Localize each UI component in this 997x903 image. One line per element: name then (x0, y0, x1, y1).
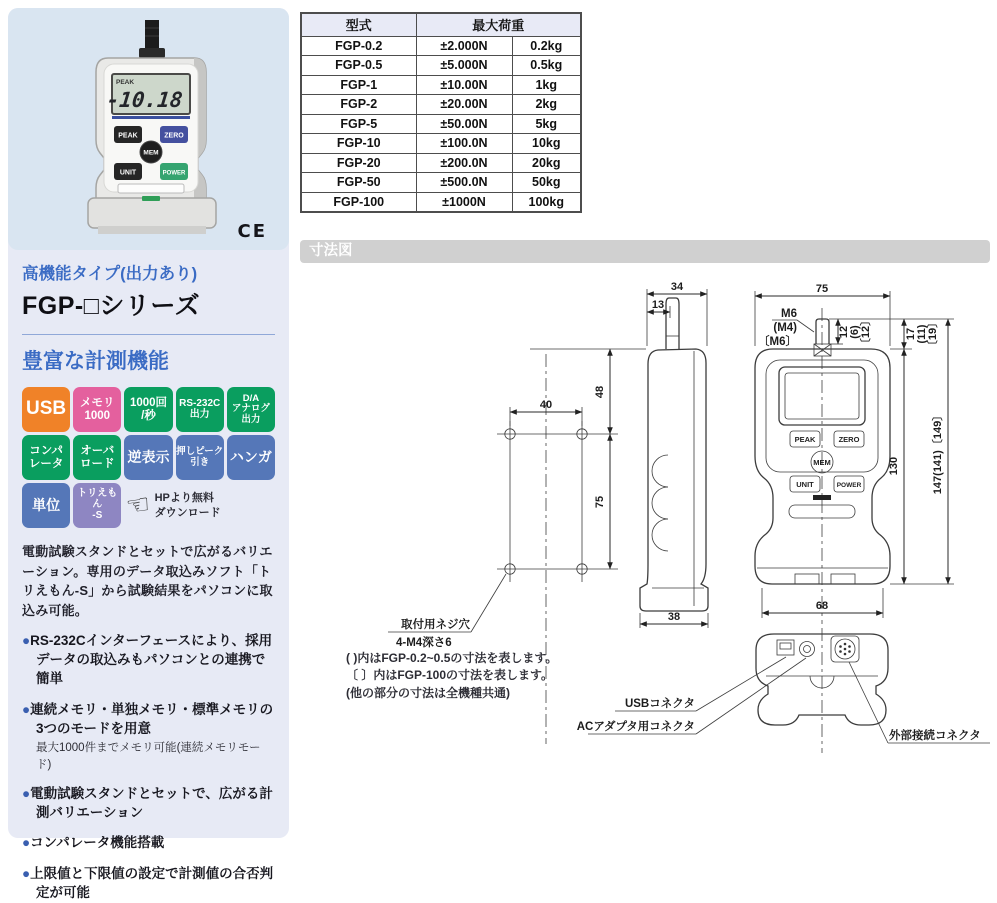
badge-label: ロード (80, 457, 115, 470)
cell-load-n: ±50.00N (416, 114, 512, 134)
drawing-peak-button: PEAK (794, 435, 816, 444)
cell-load-kg: 0.2kg (512, 36, 581, 56)
dim-17: 17 (905, 327, 917, 341)
series-name: FGP-□シリーズ (22, 292, 201, 320)
bullet-subtext: 最大1000件までメモリ可能(連続メモリモード) (36, 742, 261, 771)
cell-load-kg: 10kg (512, 134, 581, 154)
badge-label: /秒 (141, 409, 156, 422)
features-heading: 豊富な計測機能 (22, 350, 169, 373)
dim-6p: (6) (849, 325, 861, 339)
dim-147: 147(141)〔149〕 (932, 409, 944, 495)
note-line: (他の部分の寸法は全機種共通) (346, 685, 510, 700)
cell-model: FGP-20 (301, 153, 416, 173)
lcd-value: -10.18 (105, 87, 184, 112)
table-header-row (301, 13, 581, 36)
zero-button-label: ZERO (164, 132, 184, 140)
cell-load-n: ±1000N (416, 192, 512, 212)
table-row (301, 95, 581, 115)
thread-label-m4: (M4) (773, 322, 797, 334)
cell-model: FGP-50 (301, 173, 416, 193)
cell-load-n: ±200.0N (416, 153, 512, 173)
drawing-unit-button: UNIT (796, 480, 814, 489)
col-header-model: 型式 (301, 13, 416, 36)
dim-38: 38 (667, 611, 681, 623)
table-row (301, 114, 581, 134)
badge-label: オーバ (80, 445, 115, 458)
download-note-line2: ダウンロード (154, 506, 221, 519)
badge-unit (22, 483, 70, 528)
dimension-section-title: 寸法図 (300, 240, 990, 263)
table-row (301, 173, 581, 193)
pointing-hand-icon: ☜ (124, 488, 153, 522)
drawing-zero-button: ZERO (838, 435, 860, 444)
bullet-icon: ● (22, 785, 31, 801)
badge-label: 単位 (32, 496, 61, 513)
cell-load-n: ±100.0N (416, 134, 512, 154)
dim-12: 12 (838, 325, 850, 339)
product-panel (8, 8, 289, 901)
mem-button-label: MEM (143, 149, 159, 157)
dim-75v: 75 (594, 495, 606, 509)
power-button-label: POWER (162, 170, 186, 177)
force-gauge-photo (66, 20, 236, 238)
dim-40: 40 (539, 399, 553, 411)
badge-1000-per-sec (124, 387, 172, 432)
bullet-item (22, 834, 275, 853)
mount-hole-label: 取付用ネジ穴 (401, 619, 470, 631)
unit-button-label: UNIT (119, 169, 137, 177)
bullet-text: 電動試験スタンドとセットで、広がる計測バリエーション (30, 785, 273, 820)
ac-adapter-connector-label: ACアダプタ用コネクタ (576, 721, 695, 733)
brand-logo (142, 196, 160, 201)
dim-13: 13 (651, 299, 665, 311)
badge-label: USB (26, 398, 67, 420)
front-view (755, 283, 954, 624)
bullet-text: RS-232Cインターフェースにより、採用データの取込みもパソコンとの連携で簡単 (30, 633, 273, 686)
divider (22, 334, 275, 335)
badge-label: 引き (190, 456, 210, 468)
badge-label: ハンガ (229, 448, 272, 465)
badge-label: メモリ (80, 397, 115, 410)
bullet-text: 上限値と下限値の設定で計測値の合否判定が可能 (30, 866, 274, 901)
badge-label: トリえもん (77, 488, 118, 511)
note-line: 〔 〕内はFGP-100の寸法を表します。 (346, 668, 554, 683)
badge-toriemon-s (73, 483, 121, 528)
product-subtitle: 高機能タイプ(出力あり) (22, 265, 198, 283)
cell-model: FGP-5 (301, 114, 416, 134)
bottom-view (577, 628, 990, 753)
badge-reverse-display (124, 435, 172, 480)
peak-button-label: PEAK (118, 132, 138, 140)
badge-label: 1000 (84, 409, 111, 422)
dimension-notes (346, 650, 557, 702)
cell-load-kg: 5kg (512, 114, 581, 134)
dimension-drawing (300, 266, 997, 841)
dim-68: 68 (815, 600, 829, 612)
side-view (640, 281, 708, 628)
badge-hanger (227, 435, 275, 480)
cell-load-kg: 1kg (512, 75, 581, 95)
table-row (301, 134, 581, 154)
cell-load-kg: 100kg (512, 192, 581, 212)
badge-label: 1000回 (129, 397, 168, 410)
cell-model: FGP-1 (301, 75, 416, 95)
device-base (88, 198, 216, 228)
table-row (301, 153, 581, 173)
dim-34: 34 (670, 281, 684, 293)
badge-memory-1000 (73, 387, 121, 432)
cell-model: FGP-10 (301, 134, 416, 154)
cell-load-n: ±10.00N (416, 75, 512, 95)
drawing-power-button: POWER (836, 482, 862, 489)
badge-label: D/A (242, 393, 260, 405)
download-note-line1: HPより無料 (154, 491, 214, 504)
cell-model: FGP-100 (301, 192, 416, 212)
thread-label-m6: M6 (781, 308, 797, 320)
dim-12b: 〔12〕 (860, 314, 872, 350)
badge-comparator (22, 435, 70, 480)
lcd-peak-indicator: PEAK (116, 79, 135, 86)
badge-usb (22, 387, 70, 432)
thread-label-m6b: 〔M6〕 (758, 336, 797, 348)
cell-load-n: ±2.000N (416, 36, 512, 56)
badge-label: 逆表示 (127, 448, 170, 465)
cell-load-kg: 20kg (512, 153, 581, 173)
table-row (301, 56, 581, 76)
badge-label: RS-232C (179, 397, 221, 409)
bullet-item (22, 632, 275, 689)
cell-load-kg: 50kg (512, 173, 581, 193)
badge-label: 出力 (189, 408, 210, 420)
bullet-text: 連続メモリ・単独メモリ・標準メモリの3つのモードを用意 (30, 701, 274, 736)
dim-19b: 〔19〕 (927, 316, 939, 352)
cell-load-kg: 2kg (512, 95, 581, 115)
ce-mark: CE (237, 221, 267, 242)
usb-connector-label: USBコネクタ (624, 698, 695, 710)
bullet-icon: ● (22, 701, 31, 717)
product-photo (8, 8, 289, 250)
badge-label: レータ (28, 457, 64, 470)
dim-75: 75 (815, 283, 829, 295)
dim-130: 130 (888, 456, 900, 476)
intro-paragraph: 電動試験スタンドとセットで広がるバリエーション。専用のデータ取込みソフト「トリえもん-S」から試験結果をパソコンに取込み可能。 (22, 544, 273, 618)
badge-label: アナログ (231, 403, 270, 415)
dim-48: 48 (594, 385, 606, 399)
free-download-note (124, 483, 275, 528)
bullet-item (22, 865, 275, 903)
download-note-text (155, 491, 221, 521)
cell-load-kg: 0.5kg (512, 56, 581, 76)
spec-table (300, 12, 582, 213)
col-header-max-load: 最大荷重 (416, 13, 581, 36)
cell-load-n: ±20.00N (416, 95, 512, 115)
feature-bullets (22, 632, 275, 903)
cell-load-n: ±5.000N (416, 56, 512, 76)
dim-11p: (11) (916, 324, 928, 344)
cell-model: FGP-0.5 (301, 56, 416, 76)
bullet-icon: ● (22, 835, 31, 851)
table-row (301, 36, 581, 56)
badge-push-pull-peak (176, 435, 224, 480)
external-connector-label: 外部接続コネクタ (889, 730, 981, 742)
badge-rs232c-output (176, 387, 224, 432)
badge-label: -S (92, 509, 103, 521)
mount-hole-spec: 4-M4深さ6 (396, 637, 452, 649)
badge-overload (73, 435, 121, 480)
table-row (301, 192, 581, 212)
cell-load-n: ±500.0N (416, 173, 512, 193)
table-row (301, 75, 581, 95)
bullet-icon: ● (22, 866, 31, 882)
model-label-strip (118, 184, 184, 193)
bullet-item (22, 701, 275, 773)
bullet-text: コンパレータ機能搭載 (30, 835, 165, 851)
bullet-item (22, 785, 275, 823)
badge-label: コンパ (29, 445, 63, 458)
badge-label: 押しピーク (176, 446, 224, 458)
bullet-icon: ● (22, 633, 31, 648)
feature-badges (22, 387, 275, 528)
badge-label: 出力 (241, 413, 261, 425)
cell-model: FGP-0.2 (301, 36, 416, 56)
note-line: ( )内はFGP-0.2~0.5の寸法を表します。 (346, 651, 558, 665)
badge-da-analog-output (227, 387, 275, 432)
cell-model: FGP-2 (301, 95, 416, 115)
drawing-mem-button: MEM (813, 458, 831, 467)
